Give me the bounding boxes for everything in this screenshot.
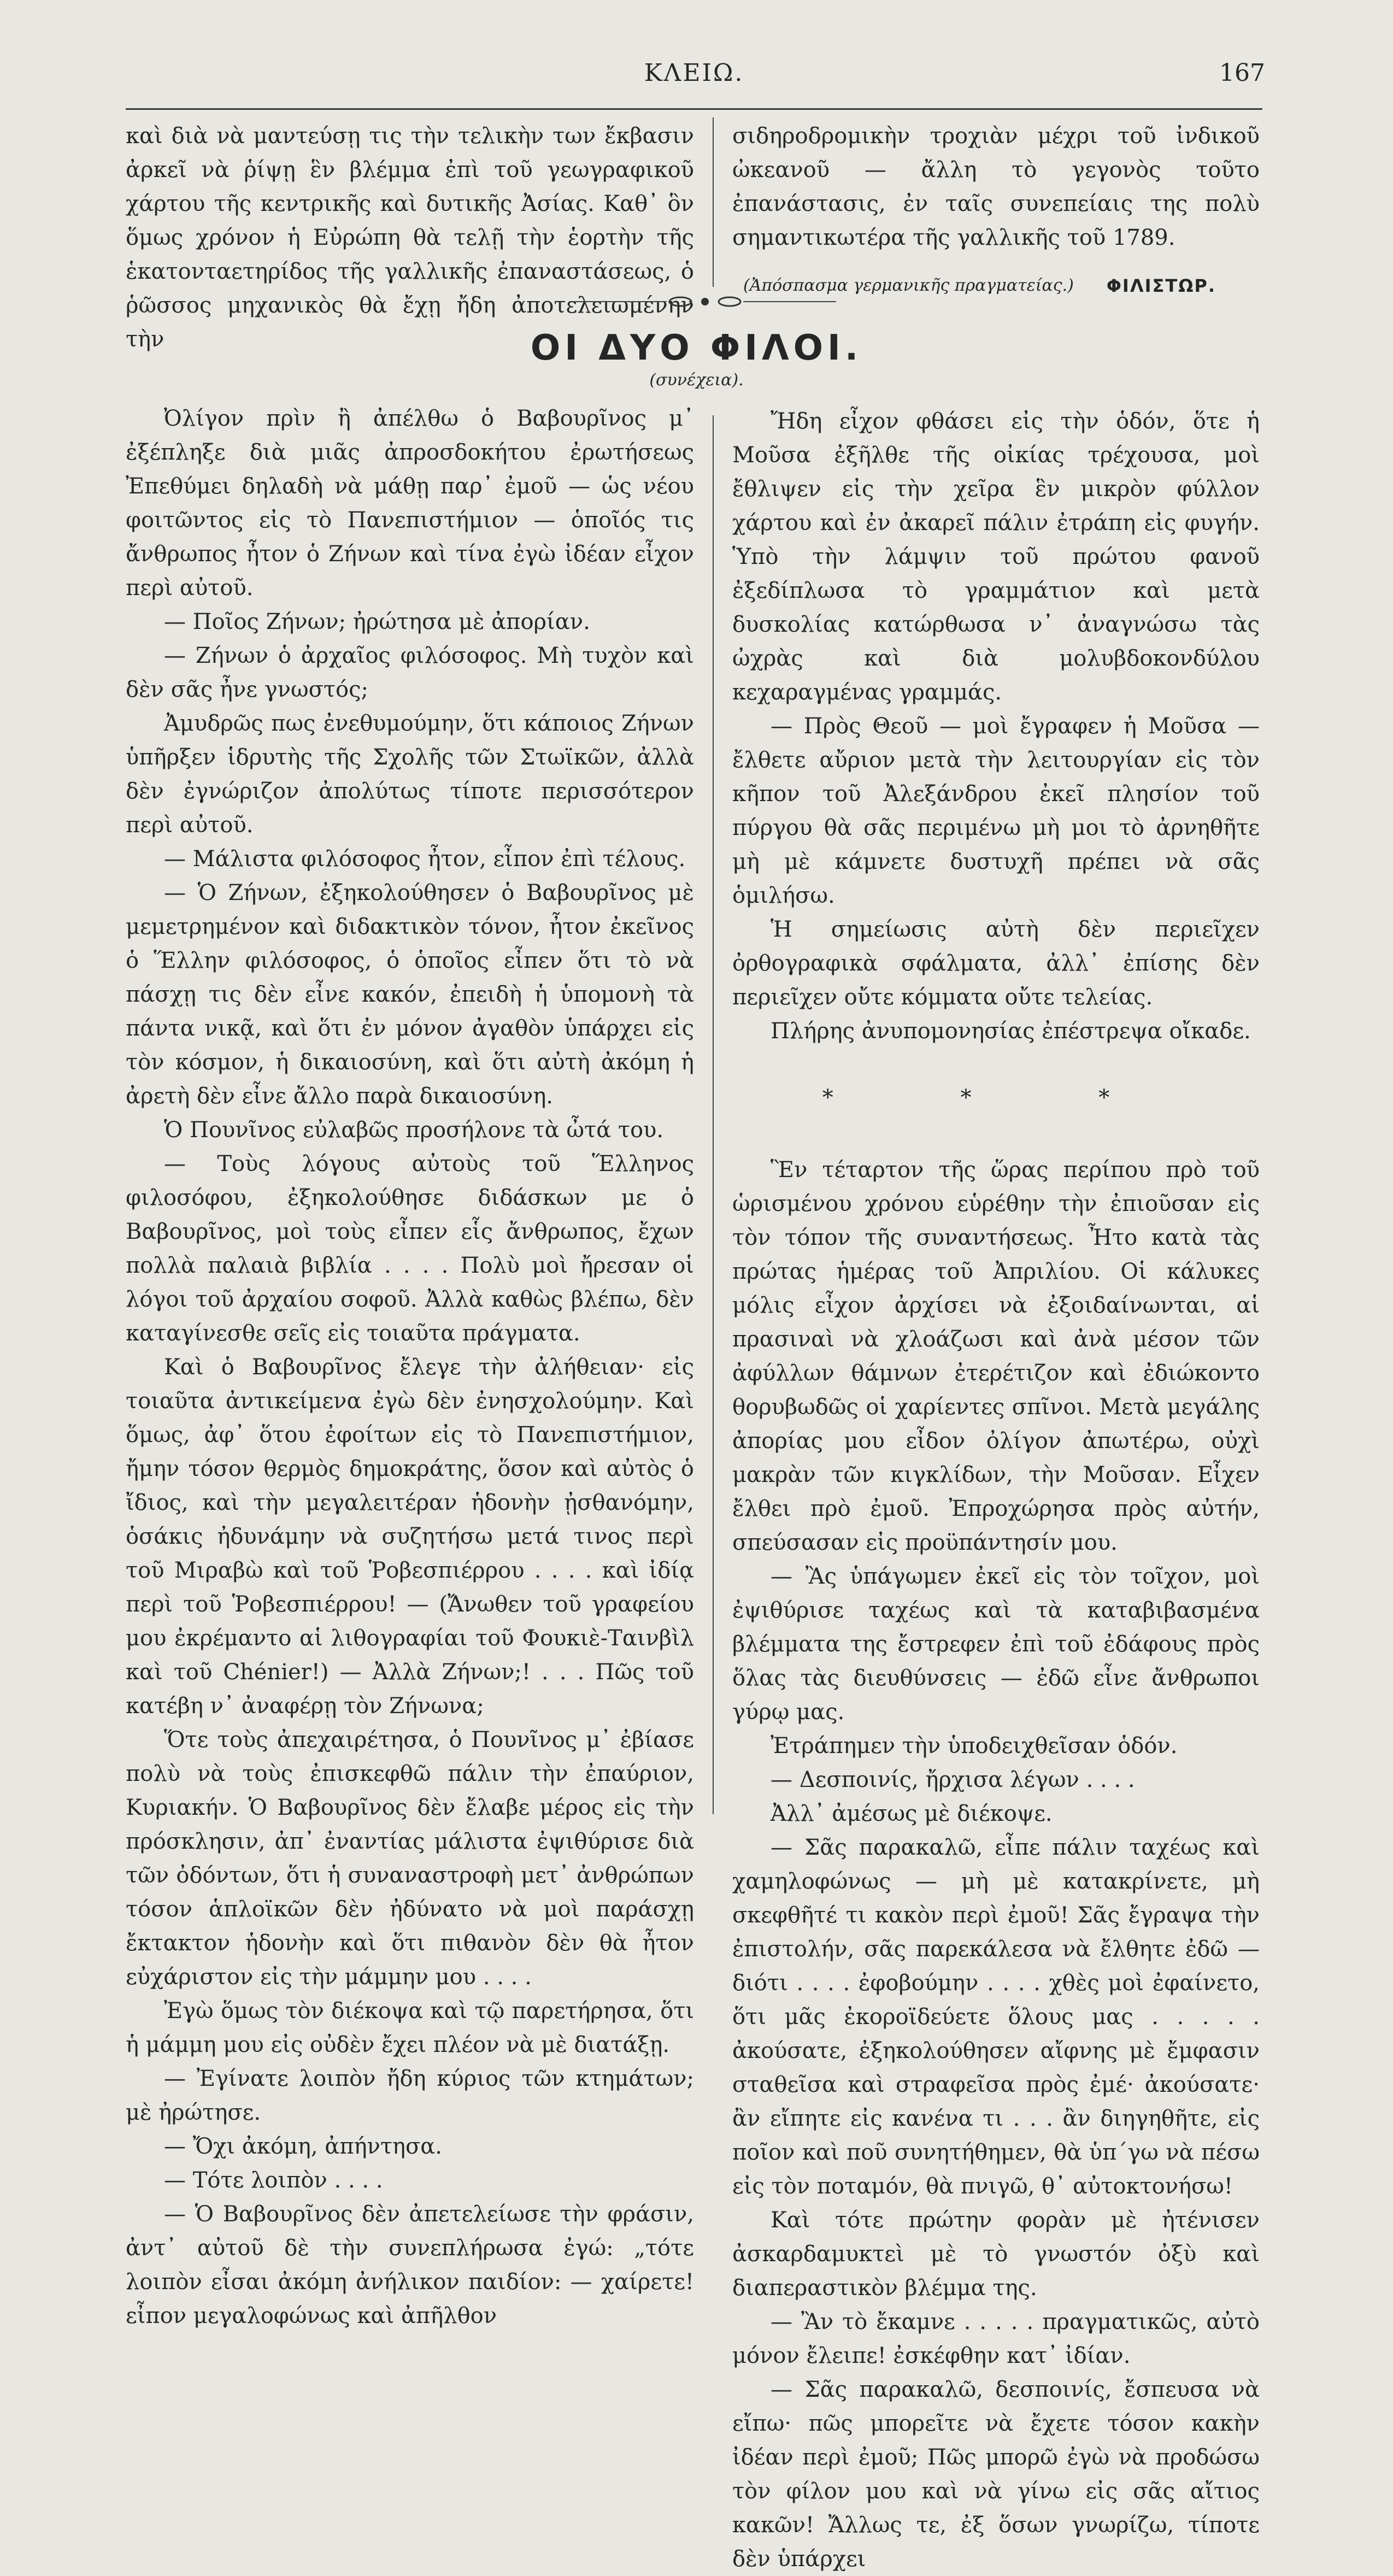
column-separator [713,415,714,1814]
paragraph: — Ποῖος Ζήνων; ἠρώτησα μὲ ἀπορίαν. [164,609,590,634]
paragraph: — Ἂν τὸ ἔκαμνε . . . . . πραγματικῶς, αὐτὸ μόνον ἔλειπε! ἐσκέφθην κατ᾽ ἰδίαν. [732,2309,1260,2368]
paragraph: — Ὁ Βαβουρῖνος δὲν ἀπετελείωσε τὴν φράσιν, ἀντ᾽ αὐτοῦ δὲ τὴν συνεπλήρωσα ἐγώ: „τότε λοιπὸν εἶσαι ἀκόμη ἀνήλικον παιδίον: — χαίρετε! εἶπον μεγαλοφώνως καὶ ἀπῆλθον [126,2202,694,2328]
paragraph: Ἡ σημείωσις αὐτὴ δὲν περιεῖχεν ὀρθογραφικὰ σφάλματα, ἀλλ᾽ ἐπίσης δὲν περιεῖχεν οὔτε κόμματα οὔτε τελείας. [732,917,1260,1010]
ornament-divider [574,295,836,308]
article-source: (Ἀπόσπασμα γερμανικῆς πραγματείας.) [743,276,1074,295]
source-line [732,269,1260,296]
paragraph: Ὁ Πουνῖνος εὐλαβῶς προσήλονε τὰ ὦτά του. [164,1118,664,1143]
column-separator-top [713,117,714,287]
right-column-part-b [732,1153,1260,2576]
paragraph: Ἐγὼ ὅμως τὸν διέκοψα καὶ τῷ παρετήρησα, ὅτι ἡ μάμμη μου εἰς οὐδὲν ἔχει πλέον νὰ μὲ διατάξῃ. [126,1998,694,2057]
previous-article-text-right: σιδηροδρομικὴν τροχιὰν μέχρι τοῦ ἰνδικοῦ ὠκεανοῦ — ἄλλη τὸ γεγονὸς τοῦτο ἐπανάστασις, ἐν ταῖς συνεπείαις της πολὺ σημαντικωτέρα τῆς γαλλικῆς τοῦ 1789. [732,123,1260,250]
paragraph: Ἀμυδρῶς πως ἐνεθυμούμην, ὅτι κάποιος Ζήνων ὑπῆρξεν ἱδρυτὴς τῆς Σχολῆς τῶν Στωϊκῶν, ἀλλὰ δὲν ἐγνώριζον ἀπολύτως τίποτε περισσότερον περὶ αὐτοῦ. [126,711,694,838]
paragraph: — Ὄχι ἀκόμη, ἀπήντησα. [164,2134,443,2159]
paragraph: — Σᾶς παρακαλῶ, δεσποινίς, ἔσπευσα νὰ εἴπω· πῶς μπορεῖτε νὰ ἔχετε τόσον κακὴν ἰδέαν περὶ ἐμοῦ; Πῶς μπορῶ ἐγὼ νὰ προδώσω τὸν φίλον μου καὶ νὰ γίνω εἰς σᾶς αἴτιος κακῶν! Ἄλλως τε, ἐξ ὅσων γνωρίζω, τίποτε δὲν ὑπάρχει [732,2377,1260,2572]
paragraph: — Πρὸς Θεοῦ — μοὶ ἔγραφεν ἡ Μοῦσα — ἔλθετε αὔριον μετὰ τὴν λειτουργίαν εἰς τὸν κῆπον τοῦ Ἀλεξάνδρου ἐκεῖ πλησίον τοῦ πύργου θὰ σᾶς περιμένω μὴ μοι τὸ ἀρνηθῆτε μὴ μὲ κάμνετε δυστυχῆ πρέπει νὰ σᾶς ὁμιλήσω. [732,714,1260,908]
paragraph: — Σᾶς παρακαλῶ, εἶπε πάλιν ταχέως καὶ χαμηλοφώνως — μὴ μὲ κατακρίνετε, μὴ σκεφθῆτέ τι κακὸν περὶ ἐμοῦ! Σᾶς ἔγραψα τὴν ἐπιστολήν, σᾶς παρεκάλεσα νὰ ἔλθητε ἐδῶ — διότι . . . . ἐφοβούμην . . . . χθὲς μοὶ ἐφαίνετο, ὅτι μᾶς ἐκοροϊδεύετε ὅλους μας . . . . . ἀκούσατε, ἐξηκολούθησεν αἴφνης μὲ ἔμφασιν σταθεῖσα καὶ στραφεῖσα πρὸς ἐμέ· ἀκούσατε· ἂν εἴπητε εἰς κανένα τι . . . ἂν διηγηθῆτε, εἰς ποῖον καὶ ποῦ συνητήθημεν, θὰ ὑπ΄γω νὰ πέσω εἰς τὸν ποταμόν, θὰ πνιγῶ, θ᾽ αὐτοκτονήσω! [732,1835,1260,2199]
story-subtitle: (συνέχεια). [649,370,744,390]
paragraph: — Τοὺς λόγους αὐτοὺς τοῦ Ἕλληνος φιλοσόφου, ἐξηκολούθησε διδάσκων με ὁ Βαβουρῖνος, μοὶ τοὺς εἶπεν εἷς ἄνθρωπος, ἔχων πολλὰ παλαιὰ βιβλία . . . . Πολὺ μοὶ ἤρεσαν οἱ λόγοι τοῦ ἀρχαίου σοφοῦ. Ἀλλὰ καθὼς βλέπω, δὲν καταγίνεσθε σεῖς εἰς τοιαῦτα πράγματα. [126,1151,694,1346]
page-number: 167 [1219,59,1265,87]
paragraph: Ἤδη εἶχον φθάσει εἰς τὴν ὁδόν, ὅτε ἡ Μοῦσα ἐξῆλθε τῆς οἰκίας τρέχουσα, μοὶ ἔθλιψεν εἰς τὴν χεῖρα ἓν μικρὸν φύλλον χάρτου καὶ ἐν ἀκαρεῖ πάλιν ἐτράπη εἰς φυγήν. Ὑπὸ τὴν λάμψιν τοῦ πρώτου φανοῦ ἐξεδίπλωσα τὸ γραμμάτιον καὶ μετὰ δυσκολίας κατώρθωσα ν᾽ ἀναγνώσω τὰς ὠχρὰς καὶ διὰ μολυβδοκονδύλου κεχαραγμένας γραμμάς. [732,409,1260,705]
header-rule [126,108,1262,110]
author-signature: ΦΙΛΙΣΤΩΡ. [1106,275,1216,296]
right-column-part-a [732,404,1260,1048]
paragraph: Καὶ ὁ Βαβουρῖνος ἔλεγε τὴν ἀλήθειαν· εἰς τοιαῦτα ἀντικείμενα ἐγὼ δὲν ἐνησχολούμην. Καὶ ὅμως, ἀφ᾽ ὅτου ἐφοίτων εἰς τὸ Πανεπιστήμιον, ἤμην τόσον θερμὸς δημοκράτης, ὅσον καὶ αὐτὸς ὁ ἴδιος, καὶ τὴν μεγαλειτέραν ἡδονὴν ᾐσθανόμην, ὁσάκις ἠδυνάμην νὰ συζητήσω μετά τινος περὶ τοῦ Μιραβὼ καὶ τοῦ Ῥοβεσπιέρρου . . . . καὶ ἰδίᾳ περὶ τοῦ Ῥοβεσπιέρρου! — (Ἄνωθεν τοῦ γραφείου μου ἐκρέμαντο αἱ λιθογραφίαι τοῦ Φουκιὲ-Ταινβὶλ καὶ τοῦ Chénier!) — Ἀλλὰ Ζήνων;! . . . Πῶς τοῦ κατέβη ν᾽ ἀναφέρῃ τὸν Ζήνωνα; [126,1355,694,1719]
section-stars: * * * [822,1085,1170,1110]
page-header [123,59,1265,103]
paragraph: Ἐτράπημεν τὴν ὑποδειχθεῖσαν ὁδόν. [771,1733,1178,1758]
paragraph: — Ζήνων ὁ ἀρχαῖος φιλόσοφος. Μὴ τυχὸν καὶ δὲν σᾶς ἦνε γνωστός; [126,643,694,702]
paragraph: Ἓν τέταρτον τῆς ὥρας περίπου πρὸ τοῦ ὡρισμένου χρόνου εὑρέθην τὴν ἐπιοῦσαν εἰς τὸν τόπον τῆς συναντήσεως. Ἦτο κατὰ τὰς πρώτας ἡμέρας τοῦ Ἀπριλίου. Οἱ κάλυκες μόλις εἶχον ἀρχίσει νὰ ἐξοιδαίνωνται, αἱ πρασιναὶ νὰ χλοάζωσι καὶ ἀνὰ μέσον τῶν ἀφύλλων θάμνων ἐτερέτιζον καὶ ἐδιώκοντο θορυβωδῶς οἱ χαρίεντες σπῖνοι. Μετὰ μεγάλης ἀπορίας μου εἶδον ὀλίγον ἀπωτέρω, οὐχὶ μακρὰν τῶν κιγκλίδων, τὴν Μοῦσαν. Εἶχεν ἔλθει πρὸ ἐμοῦ. Ἐπροχώρησα πρὸς αὐτήν, σπεύσασαν εἰς προϋπάντησίν μου. [732,1157,1260,1555]
paragraph: Ὅτε τοὺς ἀπεχαιρέτησα, ὁ Πουνῖνος μ᾽ ἐβίασε πολὺ νὰ τοὺς ἐπισκεφθῶ πάλιν τὴν ἐπαύριον, Κυριακήν. Ὁ Βαβουρῖνος δὲν ἔλαβε μέρος εἰς τὴν πρόσκλησιν, ἀπ᾽ ἐναντίας μάλιστα ἐψιθύρισε διὰ τῶν ὀδόντων, ὅτι ἡ συναναστροφὴ μετ᾽ ἀνθρώπων τόσον ἁπλοϊκῶν δὲν ἠδύνατο νὰ μοὶ παράσχῃ ἔκτακτον ἡδονὴν καὶ ὅτι πιθανὸν δὲν θὰ ἦτον εὐχάριστον εἰς τὴν μάμμην μου . . . . [126,1727,694,1990]
paragraph: Ὀλίγον πρὶν ἢ ἀπέλθω ὁ Βαβουρῖνος μ᾽ ἐξέπληξε διὰ μιᾶς ἀπροσδοκήτου ἐρωτήσεως Ἐπεθύμει δηλαδὴ νὰ μάθῃ παρ᾽ ἐμοῦ — ὡς νέου φοιτῶντος εἰς τὸ Πανεπιστήμιον — ὁποῖός τις ἄνθρωπος ἦτον ὁ Ζήνων καὶ τίνα ἐγὼ ἰδέαν εἶχον περὶ αὐτοῦ. [126,406,694,601]
story-right-column [732,404,1260,2576]
previous-article-left [126,119,694,356]
story-left-column [126,402,694,2333]
paragraph: — Τότε λοιπὸν . . . . [164,2168,383,2193]
paragraph: Πλήρης ἀνυπομονησίας ἐπέστρεψα οἴκαδε. [771,1019,1251,1044]
previous-article-text-left: καὶ διὰ νὰ μαντεύσῃ τις τὴν τελικὴν των ἔκβασιν ἀρκεῖ νὰ ῥίψῃ ἓν βλέμμα ἐπὶ τοῦ γεωγραφικοῦ χάρτου τῆς κεντρικῆς καὶ δυτικῆς Ἀσίας. Καθ᾽ ὃν ὅμως χρόνον ἡ Εὐρώπη θὰ τελῇ τὴν ἑορτὴν τῆς ἑκατονταετηρίδος τῆς γαλλικῆς ἐπαναστάσεως, ὁ ῥῶσσος μηχανικὸς θὰ ἔχῃ ἤδη ἀποτελειωμένην τὴν [126,123,694,352]
paragraph: — Δεσποινίς, ἤρχισα λέγων . . . . [771,1767,1135,1792]
paragraph: Ἀλλ᾽ ἀμέσως μὲ διέκοψε. [771,1801,1053,1826]
paragraph: — Μάλιστα φιλόσοφος ἦτον, εἶπον ἐπὶ τέλους. [164,846,686,872]
paragraph: — Ἂς ὑπάγωμεν ἐκεῖ εἰς τὸν τοῖχον, μοὶ ἐψιθύρισε ταχέως καὶ τὰ καταβιβασμένα βλέμματα της ἔστρεφεν ἐπὶ τοῦ ἐδάφους πρὸς ὅλας τὰς διευθύνσεις — ἐδῶ εἶνε ἄνθρωποι γύρῳ μας. [732,1564,1260,1725]
story-title: ΟΙ ΔΥΟ ΦΙΛΟΙ. [530,328,863,368]
paragraph: Καὶ τότε πρώτην φορὰν μὲ ἠτένισεν ἀσκαρδαμυκτεὶ μὲ τὸ γνωστόν ὀξὺ καὶ διαπεραστικὸν βλέμμα της. [732,2208,1260,2301]
journal-title: ΚΛΕΙΩ. [644,59,744,87]
paragraph: — Ἐγίνατε λοιπὸν ἤδη κύριος τῶν κτημάτων; μὲ ἠρώτησε. [126,2066,694,2125]
paragraph: — Ὁ Ζήνων, ἐξηκολούθησεν ὁ Βαβουρῖνος μὲ μεμετρημένον καὶ διδακτικὸν τόνον, ἦτον ἐκεῖνος ὁ Ἕλλην φιλόσοφος, ὁ ὁποῖος εἶπεν ὅτι τὸ νὰ πάσχῃ τις δὲν εἶνε κακόν, ἐπειδὴ ἡ ὑπομονὴ τὰ πάντα νικᾷ, καὶ ὅτι ἐν μόνον ἀγαθὸν ὑπάρχει εἰς τὸν κόσμον, ἡ δικαιοσύνη, καὶ ὅτι αὐτὴ ἀκόμη ἡ ἀρετὴ δὲν εἶνε ἄλλο παρὰ δικαιοσύνη. [126,880,694,1109]
previous-article-right [732,119,1260,296]
